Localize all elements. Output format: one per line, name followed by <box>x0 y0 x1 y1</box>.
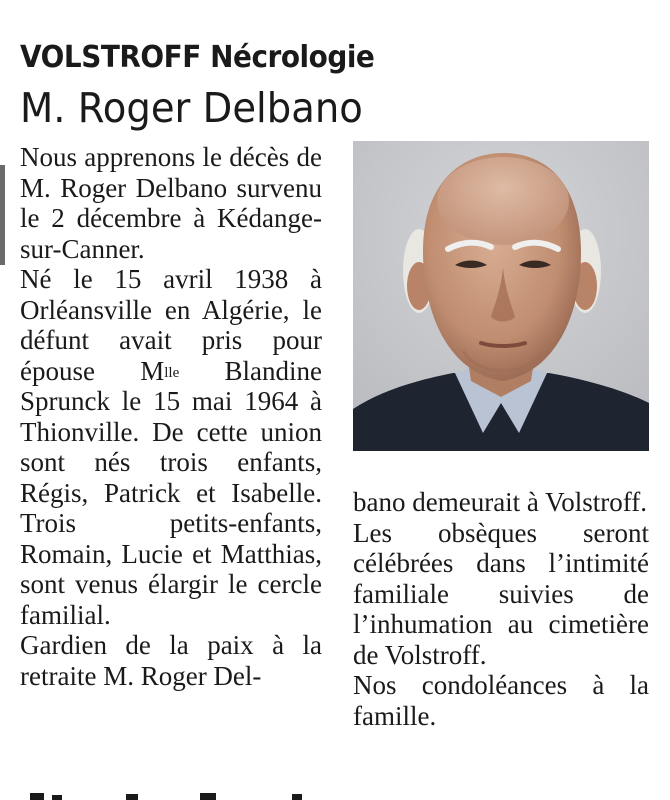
column-right <box>353 487 649 731</box>
title-abbrev-sup: lle <box>164 364 180 381</box>
paragraph-condoleances: Nos condoléances à la famille. <box>353 670 649 731</box>
headline: M. Roger Delbano <box>20 84 363 132</box>
paragraph-obseques: Les obsèques seront célébrées dans l’intimité familiale suivies de l’inhumation au cimetière de Volstroff. <box>353 517 649 670</box>
paragraph-carriere: Gardien de la paix à la retraite M. Roger Del- <box>20 630 322 691</box>
text-naissance-a: Né le 15 avril 1938 à Orléansville en Algérie, le défunt avait pris pour épouse M <box>20 264 322 386</box>
paragraph-naissance <box>20 264 322 630</box>
portrait-image <box>353 141 649 451</box>
paragraph-deces: Nous apprenons le décès de M. Roger Delbano survenu le 2 décembre à Kédange-sur-Canner. <box>20 142 322 264</box>
column-left <box>20 142 322 691</box>
next-article-cutoff <box>30 788 330 800</box>
text-naissance-b: Blandine Sprunck le 15 mai 1964 à Thionville. De cette union sont nés trois enfants, Régis, Patrick et Isabelle. Trois petits-enfants, Romain, Lucie et Matthias, sont venus élargir le cercle familial. <box>20 355 322 630</box>
column-accent-bar <box>0 165 5 265</box>
portrait-photo <box>353 141 649 451</box>
paragraph-domicile: bano demeurait à Volstroff. <box>353 487 647 517</box>
kicker: VOLSTROFF Nécrologie <box>20 40 375 75</box>
